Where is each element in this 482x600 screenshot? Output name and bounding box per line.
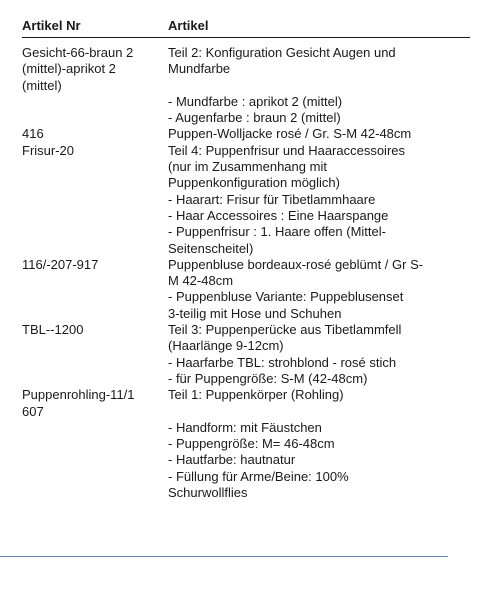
artikel-nr-cell (22, 143, 168, 257)
artikel-description-line: - Puppenfrisur : 1. Haare offen (Mittel- (168, 224, 386, 240)
artikel-nr-line: (mittel)-aprikot 2 (22, 61, 116, 77)
table-body (22, 38, 470, 501)
artikel-nr-line: (mittel) (22, 77, 62, 93)
table-row (22, 322, 470, 387)
artikel-description-cell (168, 45, 470, 126)
artikel-nr-line: 416 (22, 126, 44, 142)
artikel-description-line: - Haarart: Frisur für Tibetlammhaare (168, 191, 376, 207)
artikel-nr-line: Puppenrohling-11/1 (22, 387, 135, 403)
artikel-description-line: - Füllung für Arme/Beine: 100% (168, 468, 349, 484)
artikel-description-line: (nur im Zusammenhang mit (168, 159, 327, 175)
artikel-description-line (168, 78, 464, 94)
artikel-description-line: Teil 3: Puppenperücke aus Tibetlammfell (168, 322, 402, 338)
artikel-description-line: - Hautfarbe: hautnatur (168, 452, 296, 468)
artikel-nr-cell (22, 126, 168, 142)
header-artikel-nr: Artikel Nr (22, 18, 81, 33)
table-row (22, 126, 470, 142)
article-table (22, 18, 470, 501)
artikel-description-line: Teil 2: Konfiguration Gesicht Augen und (168, 45, 396, 60)
artikel-description-line: Schurwollflies (168, 485, 248, 501)
artikel-description-line: - Haar Accessoires : Eine Haarspange (168, 207, 389, 223)
artikel-description-line: - Mundfarbe : aprikot 2 (mittel) (168, 93, 343, 109)
header-artikel: Artikel (168, 18, 209, 33)
artikel-description-line: Puppen-Wolljacke rosé / Gr. S-M 42-48cm (168, 126, 412, 142)
artikel-nr-line: Gesicht-66-braun 2 (22, 45, 134, 60)
artikel-nr-line: TBL--1200 (22, 322, 84, 338)
table-header (22, 18, 470, 38)
artikel-description-line: Puppenbluse bordeaux-rosé geblümt / Gr S- (168, 256, 424, 272)
artikel-description-cell (168, 257, 470, 322)
artikel-description-cell (168, 143, 470, 257)
artikel-nr-line: 116/-207-917 (22, 256, 99, 272)
artikel-description-cell (168, 126, 470, 142)
artikel-nr-cell (22, 257, 168, 322)
artikel-description-line: Teil 4: Puppenfrisur und Haaraccessoires (168, 142, 406, 158)
table-row (22, 387, 470, 501)
artikel-nr-cell (22, 322, 168, 387)
artikel-description-cell (168, 322, 470, 387)
artikel-nr-cell (22, 45, 168, 126)
table-row (22, 143, 470, 257)
artikel-description-line: (Haarlänge 9-12cm) (168, 338, 284, 354)
artikel-description-line: - Puppenbluse Variante: Puppeblusenset (168, 289, 404, 305)
artikel-description-line: - Augenfarbe : braun 2 (mittel) (168, 110, 341, 126)
table-row (22, 257, 470, 322)
artikel-nr-line: 607 (22, 403, 44, 419)
artikel-description-line: Mundfarbe (168, 61, 231, 77)
artikel-description-line: M 42-48cm (168, 273, 234, 289)
artikel-description-line: - für Puppengröße: S-M (42-48cm) (168, 370, 368, 386)
artikel-description-line: - Handform: mit Fäustchen (168, 419, 322, 435)
artikel-description-cell (168, 387, 470, 501)
artikel-description-line: Teil 1: Puppenkörper (Rohling) (168, 387, 344, 403)
artikel-nr-line: Frisur-20 (22, 142, 75, 158)
artikel-description-line: 3-teilig mit Hose und Schuhen (168, 305, 342, 321)
table-row (22, 45, 470, 126)
artikel-description-line: Seitenscheitel) (168, 240, 254, 256)
artikel-description-line: Puppenkonfiguration möglich) (168, 175, 340, 191)
artikel-nr-cell (22, 387, 168, 501)
artikel-description-line (168, 404, 464, 420)
artikel-description-line: - Haarfarbe TBL: strohblond - rosé stich (168, 354, 397, 370)
artikel-description-line: - Puppengröße: M= 46-48cm (168, 436, 335, 452)
bottom-divider (0, 556, 448, 557)
